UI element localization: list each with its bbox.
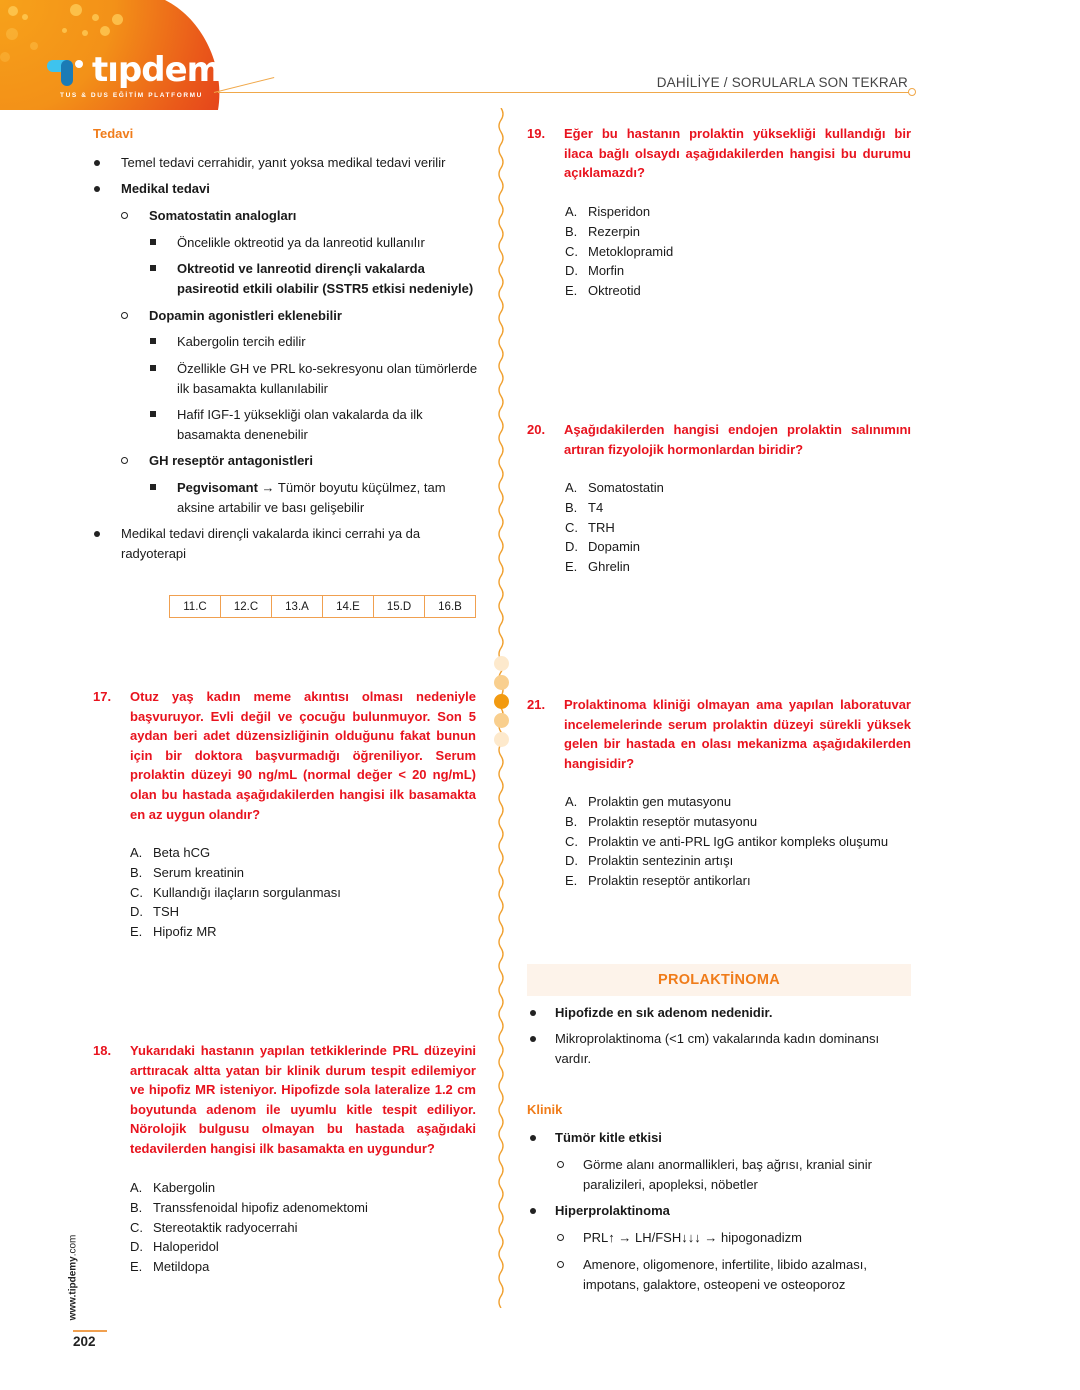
pager-dot [494,732,509,747]
bullet-circle-icon [557,1161,564,1168]
bullet-circle-icon [121,212,128,219]
option-letter: D. [130,1239,143,1255]
answer-key-cell: 13.A [272,596,323,617]
question-number: 21. [527,697,546,712]
bullet-square-icon [150,484,156,490]
bullet-square-icon [150,239,156,245]
brand-logo: tıpdemy [92,50,243,90]
question-text: Aşağıdakilerden hangisi endojen prolaktin salınımını artıran fizyolojik hormonlardan biridir? [564,422,911,457]
list-item [177,478,478,518]
section-banner-prolaktinoma: PROLAKTİNOMA [527,964,911,996]
option-letter: B. [130,1199,143,1215]
option-text: Metildopa [153,1259,210,1275]
question-20 [527,420,911,465]
bullet-square-icon [150,411,156,417]
option-text: Somatostatin [588,480,664,495]
question-21 [527,695,911,780]
option-text: Dopamin [588,539,641,555]
option-text: Transsfenoidal hipofiz adenomektomi [153,1199,368,1215]
option-letter: E. [565,283,578,299]
pager-dot [494,656,509,671]
question-19 [527,124,911,189]
list-item: Dopamin agonistleri eklenebilir [149,308,342,323]
list-item: Somatostatin analogları [149,208,297,223]
answer-key-cell: 16.B [438,600,462,613]
list-item: Amenore, oligomenore, infertilite, libido azalması, impotans, galaktore, osteopeni ve osteoporoz [583,1257,867,1292]
answer-key-cell: 11.C [170,596,221,617]
question-18 [93,1041,476,1166]
list-item: Hiperprolaktinoma [555,1203,670,1218]
option-text: Haloperidol [153,1239,219,1255]
option-letter: A. [565,794,578,809]
option-letter: E. [565,873,578,889]
tipdemy-logo-icon [47,56,83,86]
option-letter: D. [565,263,578,279]
bullet-dot-icon [530,1208,536,1214]
question-text: Eğer bu hastanın prolaktin yüksekliği kullandığı bir ilaca bağlı olsaydı aşağıdakilerden hangisi bu durumu açıklamazdı? [564,126,911,181]
option-letter: C. [565,833,578,849]
bullet-dot-icon [94,160,100,166]
option-letter: E. [130,924,143,940]
list-item: Görme alanı anormallikleri, baş ağrısı, kranial sinir paralizileri, apopleksi, nöbetler [583,1157,872,1192]
pager-dot [494,713,509,728]
bullet-dot-icon [94,531,100,537]
bullet-square-icon [150,365,156,371]
list-item: Hafif IGF-1 yüksekliği olan vakalarda da ilk basamakta denenebilir [177,407,423,442]
option-letter: B. [130,864,143,880]
section-title-klinik: Klinik [527,1102,563,1117]
pager-dot-active [494,694,509,709]
header-divider [218,92,910,93]
option-text: Oktreotid [588,283,641,299]
bullet-square-icon [150,338,156,344]
url-prefix: www. [67,1294,79,1321]
option-letter: D. [565,853,578,869]
question-17 [93,687,476,827]
option-letter: B. [565,223,578,239]
option-letter: A. [565,204,578,219]
section-pager [494,656,510,751]
question-text: Yukarıdaki hastanın yapılan tetkiklerinde PRL düzeyini arttıracak altta yatan bir klinik durum tespit edilemiyor ve hipofiz MR isteniyor. Hipofizde sola lateralize 1.2 cm boyutunda adenom ile uyumlu kitle tespit ediliyor. Nörolojik bulgusu olmayan bu hastada aşağıdaki tedavilerden hangisi ilk basamakta en uygundur? [130,1043,476,1156]
option-letter: C. [565,243,578,259]
option-letter: A. [130,845,143,860]
bullet-circle-icon [557,1261,564,1268]
page-section-title: DAHİLİYE / SORULARLA SON TEKRAR [656,75,908,90]
option-letter: A. [130,1180,143,1195]
option-text: Hipofiz MR [153,924,217,940]
option-text: Prolaktin reseptör antikorları [588,873,751,889]
bullet-dot-icon [530,1036,536,1042]
answer-key-cell: 12.C [221,596,272,617]
list-item: Öncelikle oktreotid ya da lanreotid kullanılır [177,235,425,250]
option-letter: C. [565,519,578,535]
side-website-url [64,1234,86,1326]
option-text: Prolaktin ve anti-PRL IgG antikor kompleks oluşumu [588,833,889,849]
question-number: 19. [527,126,546,141]
list-item: GH reseptör antagonistleri [149,453,313,468]
option-text: Kabergolin [153,1180,216,1195]
option-text: Serum kreatinin [153,864,245,880]
list-item-text: → Tümör boyutu küçülmez, tam aksine artabilir ve bası gelişebilir [177,480,446,515]
bullet-circle-icon [121,312,128,319]
option-text: Stereotaktik radyocerrahi [153,1219,298,1235]
option-letter: E. [130,1259,143,1275]
option-text: Morfin [588,263,625,279]
page-number-divider [73,1330,107,1332]
bullet-square-icon [150,265,156,271]
option-letter: E. [565,559,578,575]
option-text: T4 [588,499,604,515]
option-text: Prolaktin sentezinin artışı [588,853,734,869]
url-brand: tipdemy [67,1256,79,1295]
list-item: Kabergolin tercih edilir [177,334,306,349]
question-number: 20. [527,422,546,437]
section-title-tedavi: Tedavi [93,126,134,141]
list-item: PRL↑ → LH/FSH↓↓↓ → hipogonadizm [583,1230,802,1245]
option-letter: D. [565,539,578,555]
option-text: Ghrelin [588,559,630,575]
pager-dot [494,675,509,690]
page-number: 202 [73,1334,96,1349]
option-text: Beta hCG [153,845,211,860]
option-text: Metoklopramid [588,243,674,259]
list-item: Mikroprolaktinoma (<1 cm) vakalarında kadın dominansı vardır. [555,1031,880,1066]
list-item: Temel tedavi cerrahidir, yanıt yoksa medikal tedavi verilir [121,155,446,170]
bullet-dot-icon [94,186,100,192]
list-item: Oktreotid ve lanreotid dirençli vakalarda pasireotid etkili olabilir (SSTR5 etkisi nedeniyle) [177,261,474,296]
option-letter: B. [565,813,578,829]
option-letter: C. [130,884,143,900]
option-letter: D. [130,904,143,920]
list-item: Özellikle GH ve PRL ko-sekresyonu olan tümörlerde ilk basamakta kullanılabilir [177,361,478,396]
question-text: Prolaktinoma kliniği olmayan ama yapılan laboratuvar incelemelerinde serum prolaktin düzeyi sürekli yüksek gelen bir hastada en olası mekanizma aşağıdakilerden hangisidir? [564,697,911,771]
url-suffix: .com [67,1234,79,1257]
brand-tagline: TUS & DUS EĞİTİM PLATFORMU [60,92,203,99]
answer-key-table [169,595,476,618]
answer-key-cell: 14.E [323,596,374,617]
option-text: Risperidon [588,204,651,219]
option-text: Rezerpin [588,223,641,239]
option-letter: C. [130,1219,143,1235]
header-divider-end-icon [908,88,916,96]
answer-key-cell: 15.D [374,596,425,617]
list-item: Hipofizde en sık adenom nedenidir. [555,1005,773,1020]
bullet-circle-icon [557,1234,564,1241]
list-item: Medikal tedavi dirençli vakalarda ikinci cerrahi ya da radyoterapi [121,526,421,561]
option-text: TRH [588,519,615,535]
list-item: Tümör kitle etkisi [555,1130,662,1145]
option-text: Prolaktin gen mutasyonu [588,794,732,809]
question-number: 18. [93,1043,112,1058]
list-item-bold: Pegvisomant [177,480,258,495]
bullet-dot-icon [530,1135,536,1141]
option-letter: B. [565,499,578,515]
question-number: 17. [93,689,112,704]
option-text: TSH [153,904,179,920]
list-item: Medikal tedavi [121,181,210,196]
option-letter: A. [565,480,578,495]
bullet-dot-icon [530,1010,536,1016]
option-text: Kullandığı ilaçların sorgulanması [153,884,341,900]
bullet-circle-icon [121,457,128,464]
question-text: Otuz yaş kadın meme akıntısı olması nedeniyle başvuruyor. Evli değil ve çocuğu bulunmuyor. Son 5 aydan beri adet düzensizliğinin olduğunu fakat bunun için bir doktora başvurmadığı öğreniliyor. Serum prolaktin düzeyi 90 ng/mL (normal değer < 20 ng/mL) olan bu hastada aşağıdakilerden hangisi ilk basamakta en az uygun olandır? [130,689,476,822]
option-text: Prolaktin reseptör mutasyonu [588,813,758,829]
